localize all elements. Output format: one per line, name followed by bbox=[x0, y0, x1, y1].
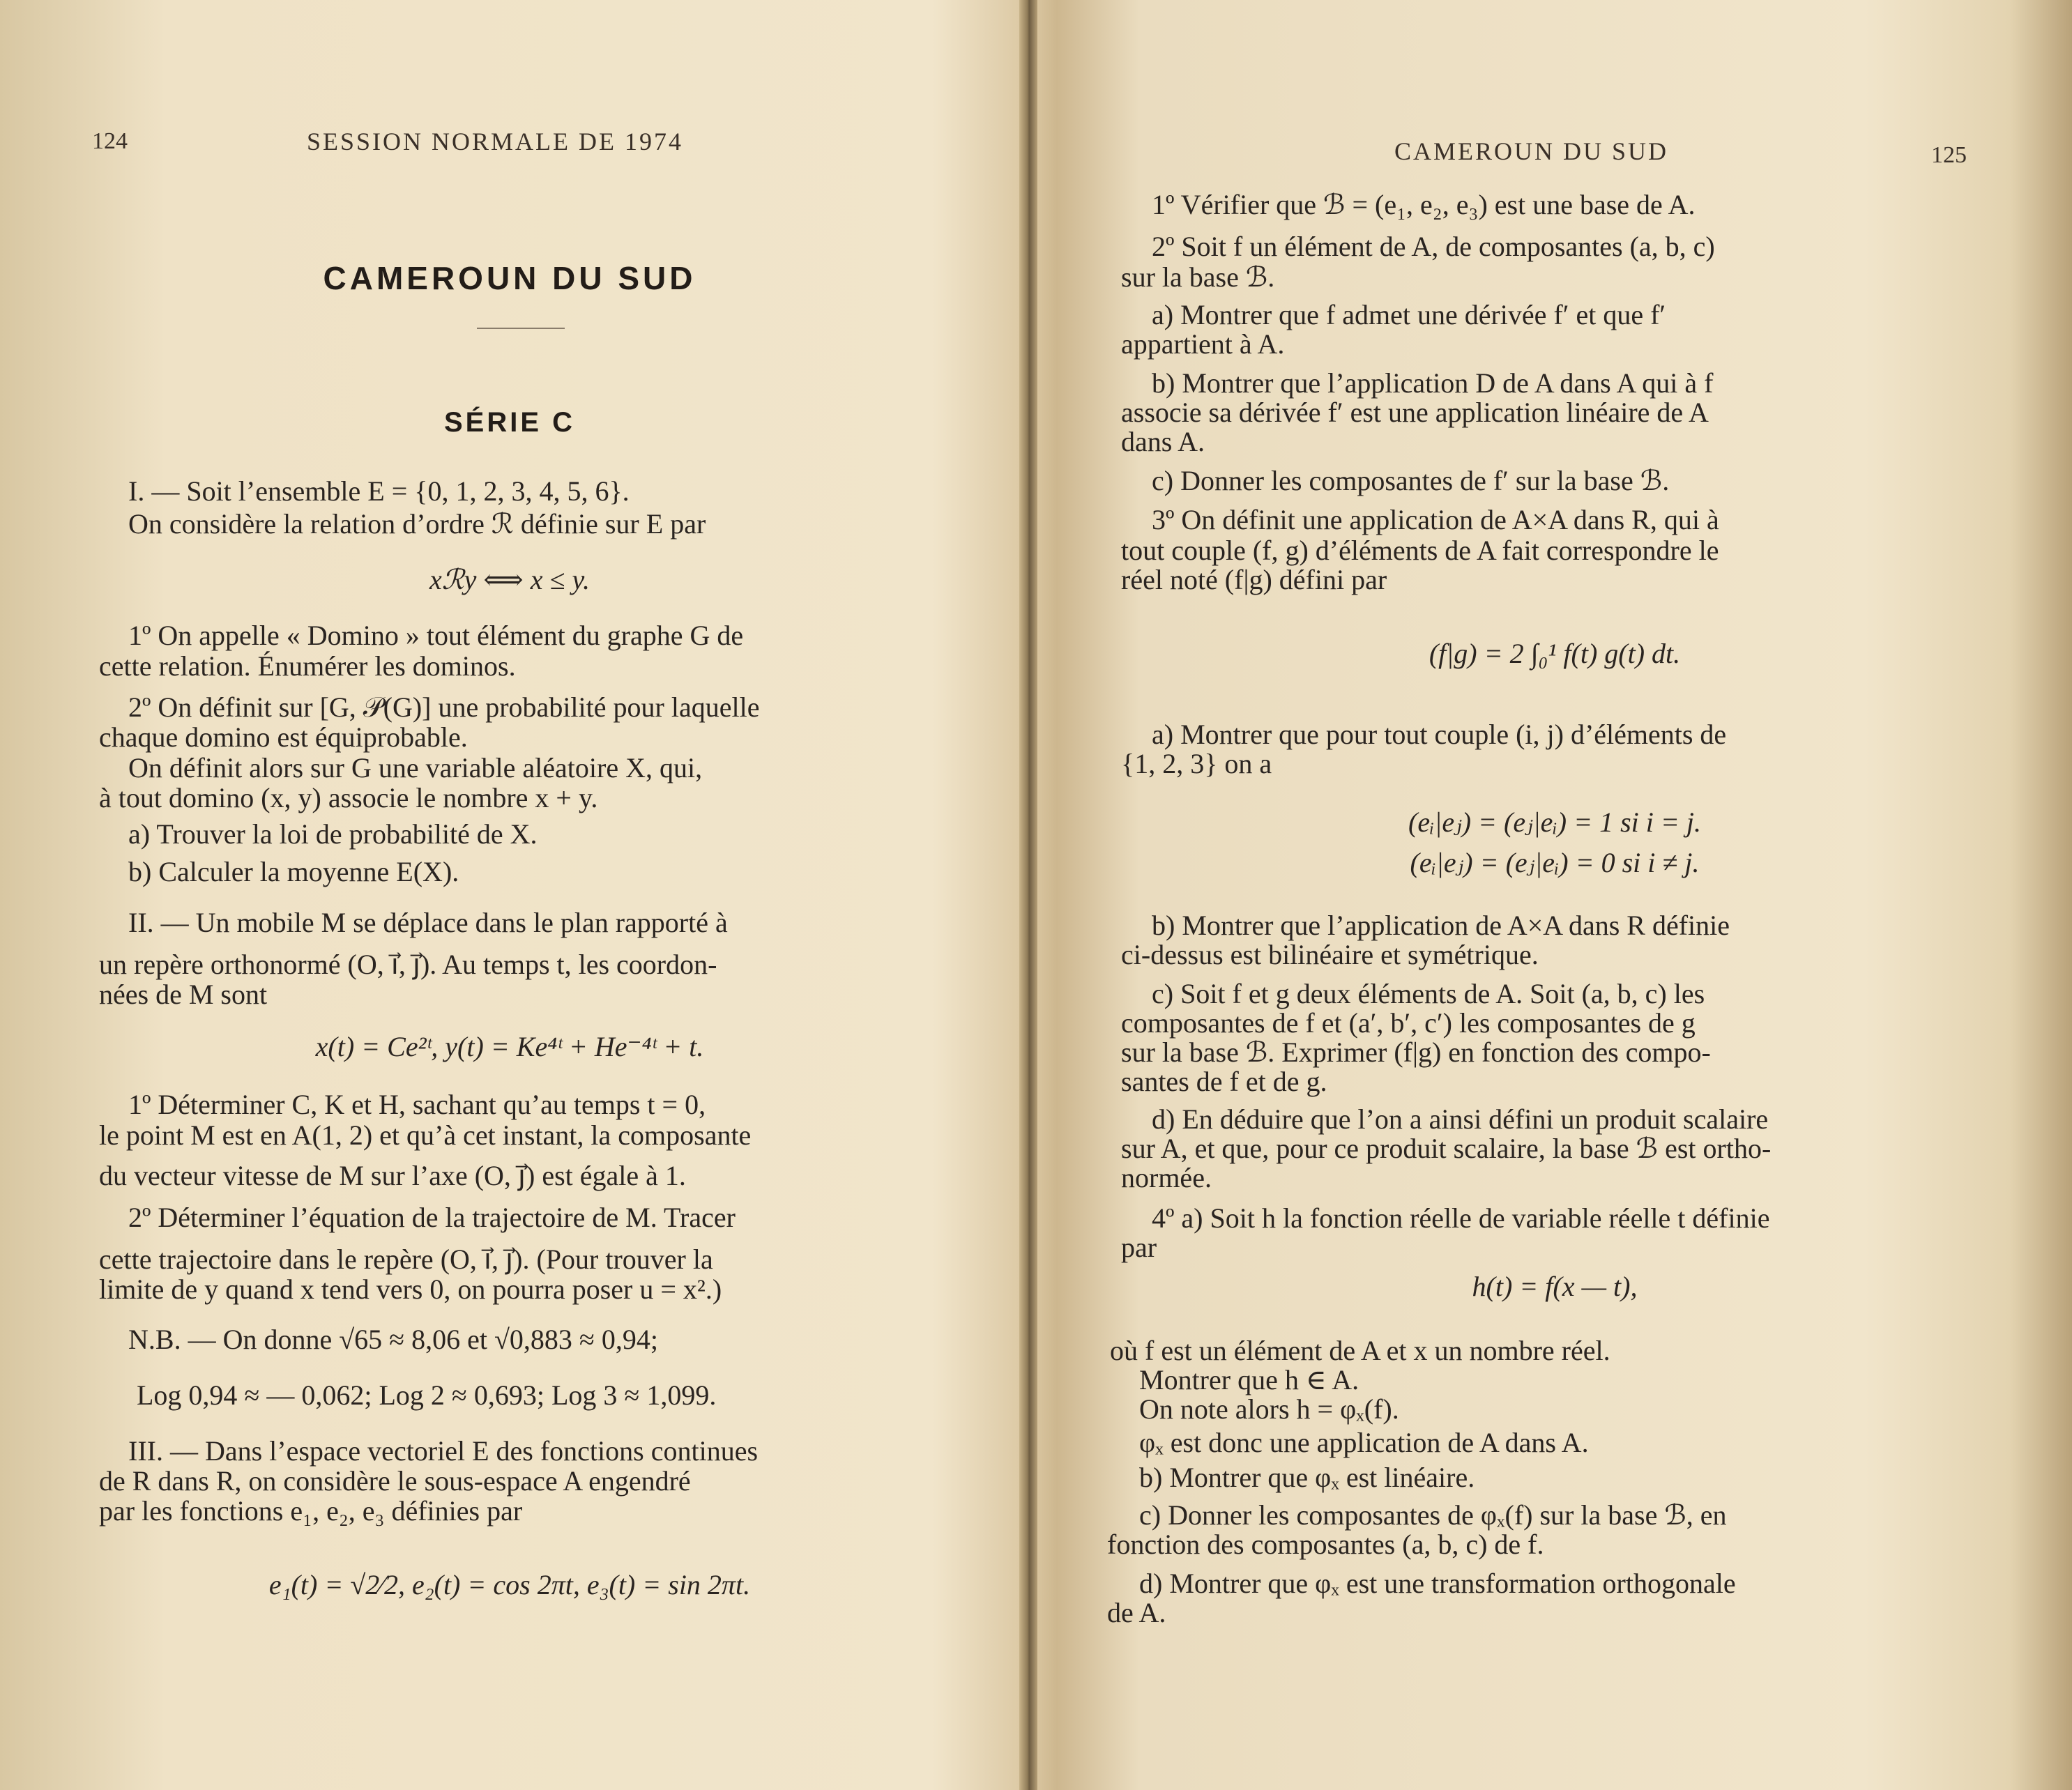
text-line: Montrer que h ∈ A. bbox=[1139, 1364, 1359, 1395]
text-line: c) Soit f et g deux éléments de A. Soit (a, b, c) les bbox=[1152, 978, 1705, 1009]
page-number: 125 bbox=[1931, 142, 1967, 168]
text-line: a) Montrer que f admet une dérivée f′ et que f′ bbox=[1152, 299, 1666, 330]
text-line: sur A, et que, pour ce produit scalaire, la base ℬ est ortho- bbox=[1121, 1133, 1772, 1164]
text-line: 3º On définit une application de A×A dans R, qui à bbox=[1152, 504, 1719, 535]
text-line: ci-dessus est bilinéaire et symétrique. bbox=[1121, 939, 1539, 970]
text-line: tout couple (f, g) d’éléments de A fait correspondre le bbox=[1121, 535, 1719, 566]
text-line: cette relation. Énumérer les dominos. bbox=[99, 650, 516, 682]
text-line: b) Montrer que φₓ est linéaire. bbox=[1139, 1462, 1475, 1493]
text-line: composantes de f et (a′, b′, c′) les composantes de g bbox=[1121, 1007, 1696, 1039]
text-line: 2º On définit sur [G, 𝒫(G)] une probabilité pour laquelle bbox=[128, 691, 760, 723]
text-line: N.B. — On donne √65 ≈ 8,06 et √0,883 ≈ 0,94; bbox=[128, 1324, 658, 1355]
section-title: CAMEROUN DU SUD bbox=[323, 260, 696, 296]
formula: x(t) = Ce²ᵗ, y(t) = Ke⁴ᵗ + He⁻⁴ᵗ + t. bbox=[315, 1031, 704, 1062]
text-line: a) Montrer que pour tout couple (i, j) d’éléments de bbox=[1152, 719, 1727, 750]
text-line: On définit alors sur G une variable aléatoire X, qui, bbox=[128, 752, 703, 783]
text-line: de R dans R, on considère le sous-espace A engendré bbox=[99, 1465, 691, 1497]
text-line: b) Calculer la moyenne E(X). bbox=[128, 856, 459, 887]
text-line: normée. bbox=[1121, 1162, 1212, 1193]
text-line: un repère orthonormé (O, i⃗, j⃗). Au temps t, les coordon- bbox=[99, 949, 717, 980]
text-line: par bbox=[1121, 1232, 1157, 1263]
text-line: 2º Déterminer l’équation de la trajectoire de M. Tracer bbox=[128, 1202, 736, 1233]
text-line: II. — Un mobile M se déplace dans le plan rapporté à bbox=[128, 907, 728, 938]
text-line: I. — Soit l’ensemble E = {0, 1, 2, 3, 4, 5, 6}. bbox=[128, 475, 630, 507]
text-line: réel noté (f|g) défini par bbox=[1121, 564, 1387, 595]
book-gutter bbox=[1019, 0, 1037, 1790]
formula: xℛy ⟺ x ≤ y. bbox=[429, 564, 591, 595]
text-line: associe sa dérivée f′ est une application linéaire de A bbox=[1121, 397, 1709, 428]
text-line: d) Montrer que φₓ est une transformation orthogonale bbox=[1139, 1568, 1736, 1599]
text-line: c) Donner les composantes de φₓ(f) sur la base ℬ, en bbox=[1139, 1499, 1727, 1531]
running-head: CAMEROUN DU SUD bbox=[1394, 137, 1669, 165]
text-line: nées de M sont bbox=[99, 979, 268, 1010]
running-head: SESSION NORMALE DE 1974 bbox=[307, 128, 684, 155]
text-line: cette trajectoire dans le repère (O, i⃗, j⃗). (Pour trouver la bbox=[99, 1244, 713, 1275]
text-line: 2º Soit f un élément de A, de composantes (a, b, c) bbox=[1152, 231, 1715, 262]
text-line: à tout domino (x, y) associe le nombre x + y. bbox=[99, 782, 598, 813]
text-line: le point M est en A(1, 2) et qu’à cet instant, la composante bbox=[99, 1119, 752, 1151]
text-line: fonction des composantes (a, b, c) de f. bbox=[1107, 1529, 1544, 1560]
text-line: limite de y quand x tend vers 0, on pourra poser u = x².) bbox=[99, 1273, 722, 1305]
text-line: Log 0,94 ≈ — 0,062; Log 2 ≈ 0,693; Log 3 ≈ 1,099. bbox=[137, 1379, 717, 1411]
text-line: On considère la relation d’ordre ℛ définie sur E par bbox=[128, 508, 706, 540]
page-number: 124 bbox=[92, 128, 128, 154]
text-line: sur la base ℬ. bbox=[1121, 261, 1275, 293]
text-line: chaque domino est équiprobable. bbox=[99, 721, 468, 753]
formula: e₁(t) = √2⁄2, e₂(t) = cos 2πt, e₃(t) = sin 2πt. bbox=[268, 1569, 751, 1600]
text-line: 1º On appelle « Domino » tout élément du graphe G de bbox=[128, 620, 744, 651]
formula: (f|g) = 2 ∫₀¹ f(t) g(t) dt. bbox=[1429, 638, 1681, 669]
text-line: du vecteur vitesse de M sur l’axe (O, j⃗) est égale à 1. bbox=[99, 1160, 686, 1191]
text-line: 4º a) Soit h la fonction réelle de variable réelle t définie bbox=[1152, 1202, 1770, 1234]
text-line: c) Donner les composantes de f′ sur la base ℬ. bbox=[1152, 465, 1670, 496]
text-line: b) Montrer que l’application de A×A dans R définie bbox=[1152, 910, 1730, 941]
left-page bbox=[0, 0, 1019, 1790]
text-line: par les fonctions e₁, e₂, e₃ définies par bbox=[99, 1495, 523, 1527]
text-line: b) Montrer que l’application D de A dans A qui à f bbox=[1152, 367, 1714, 399]
formula: h(t) = f(x — t), bbox=[1472, 1271, 1638, 1302]
right-page bbox=[1037, 0, 2072, 1790]
title-rule bbox=[477, 328, 565, 329]
text-line: dans A. bbox=[1121, 426, 1205, 457]
formula: (eᵢ|eⱼ) = (eⱼ|eᵢ) = 0 si i ≠ j. bbox=[1410, 847, 1700, 878]
text-line: d) En déduire que l’on a ainsi défini un produit scalaire bbox=[1152, 1103, 1769, 1135]
text-line: de A. bbox=[1107, 1597, 1166, 1628]
text-line: φₓ est donc une application de A dans A. bbox=[1139, 1427, 1589, 1458]
text-line: appartient à A. bbox=[1121, 328, 1285, 360]
text-line: santes de f et de g. bbox=[1121, 1066, 1327, 1097]
text-line: On note alors h = φₓ(f). bbox=[1139, 1393, 1399, 1425]
series-heading: SÉRIE C bbox=[443, 407, 576, 438]
text-line: a) Trouver la loi de probabilité de X. bbox=[128, 818, 538, 850]
text-line: III. — Dans l’espace vectoriel E des fonctions continues bbox=[128, 1435, 759, 1467]
formula: (eᵢ|eⱼ) = (eⱼ|eᵢ) = 1 si i = j. bbox=[1408, 806, 1701, 838]
text-line: où f est un élément de A et x un nombre réel. bbox=[1110, 1335, 1610, 1366]
text-line: {1, 2, 3} on a bbox=[1121, 748, 1272, 779]
text-line: sur la base ℬ. Exprimer (f|g) en fonction des compo- bbox=[1121, 1036, 1711, 1068]
text-line: 1º Déterminer C, K et H, sachant qu’au temps t = 0, bbox=[128, 1089, 706, 1120]
text-line: 1º Vérifier que ℬ = (e₁, e₂, e₃) est une base de A. bbox=[1152, 189, 1696, 220]
